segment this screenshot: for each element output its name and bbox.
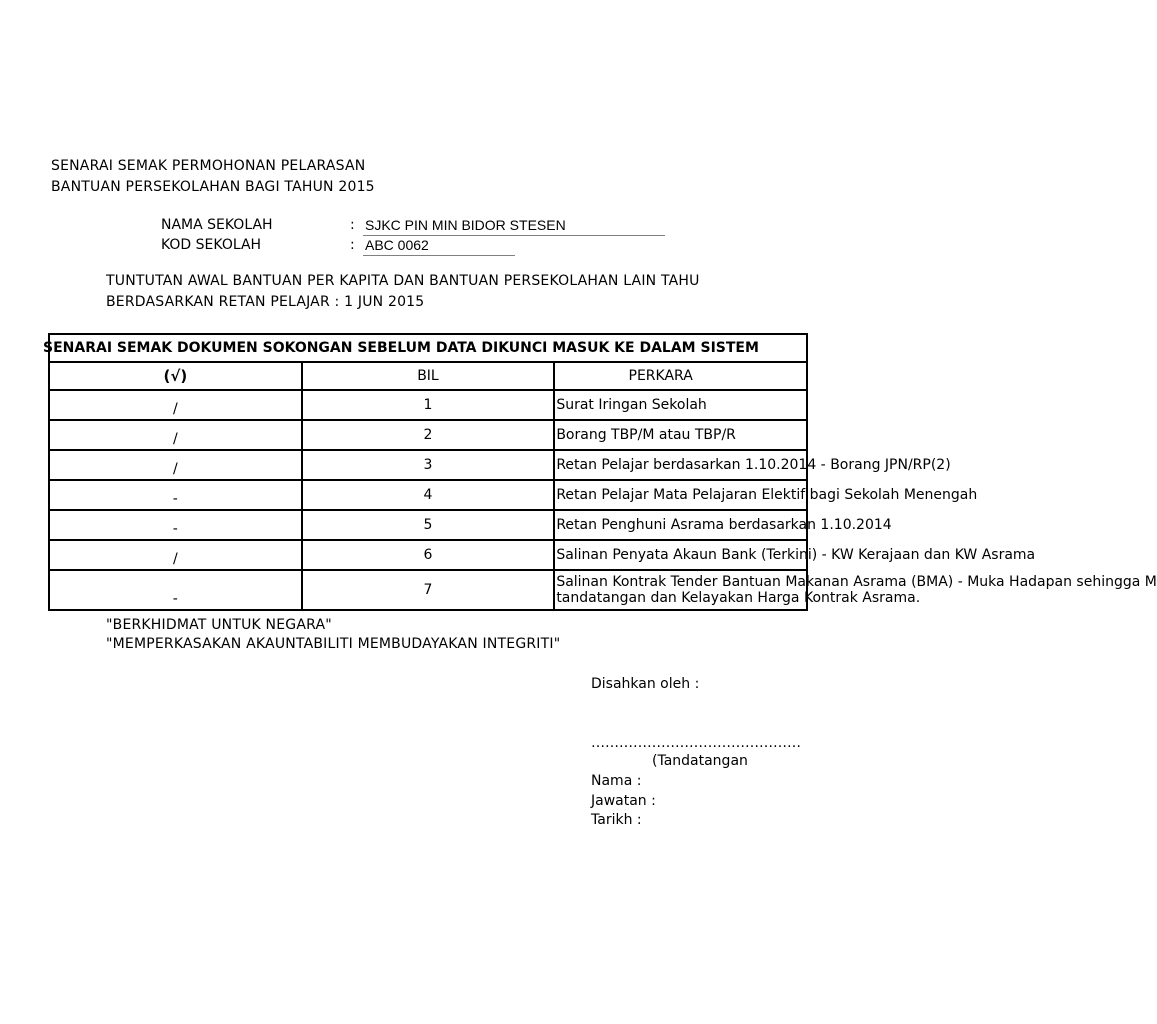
name-label: Nama : bbox=[591, 773, 642, 789]
school-name-label: NAMA SEKOLAH bbox=[161, 217, 273, 233]
motto-line2: "MEMPERKASAKAN AKAUNTABILITI MEMBUDAYAKAN INTEGRITI" bbox=[106, 636, 561, 652]
claim-description-line2: BERDASARKAN RETAN PELAJAR : 1 JUN 2015 bbox=[106, 294, 425, 310]
position-label: Jawatan : bbox=[591, 793, 656, 809]
table-row bbox=[49, 450, 807, 480]
tick-cell: / bbox=[49, 450, 302, 480]
tick-cell: / bbox=[49, 540, 302, 570]
signature-caption: (Tandatangan bbox=[652, 753, 748, 769]
perkara-cell: Retan Pelajar Mata Pelajaran Elektif bagi Sekolah Menengah bbox=[554, 480, 807, 510]
perkara-cell: Retan Penghuni Asrama berdasarkan 1.10.2014 bbox=[554, 510, 807, 540]
table-row bbox=[49, 510, 807, 540]
school-code-value: ABC 0062 bbox=[365, 237, 429, 253]
column-header-perkara: PERKARA bbox=[554, 362, 807, 390]
bil-cell: 2 bbox=[302, 420, 555, 450]
school-code-label: KOD SEKOLAH bbox=[161, 237, 262, 253]
bil-cell: 1 bbox=[302, 390, 555, 420]
perkara-line2: tandatangan dan Kelayakan Harga Kontrak Asrama. bbox=[556, 590, 921, 606]
tick-cell: - bbox=[49, 570, 302, 610]
motto-line1: "BERKHIDMAT UNTUK NEGARA" bbox=[106, 617, 332, 633]
tick-cell: - bbox=[49, 480, 302, 510]
table-row bbox=[49, 570, 807, 610]
school-name-value: SJKC PIN MIN BIDOR STESEN bbox=[365, 217, 566, 233]
bil-cell: 5 bbox=[302, 510, 555, 540]
checklist-title-row bbox=[49, 334, 807, 362]
bil-cell: 6 bbox=[302, 540, 555, 570]
checklist-title bbox=[43, 334, 807, 362]
bil-cell: 4 bbox=[302, 480, 555, 510]
signature-line: ……………………………………… bbox=[591, 735, 801, 751]
claim-description-line1: TUNTUTAN AWAL BANTUAN PER KAPITA DAN BANTUAN PERSEKOLAHAN LAIN TAHU bbox=[106, 273, 700, 289]
tick-cell: - bbox=[49, 510, 302, 540]
school-name-separator: : bbox=[350, 217, 355, 233]
column-header-tick: (√) bbox=[49, 362, 302, 390]
school-name-underline bbox=[363, 235, 665, 236]
tick-cell: / bbox=[49, 420, 302, 450]
table-row bbox=[49, 480, 807, 510]
school-code-separator: : bbox=[350, 237, 355, 253]
date-label: Tarikh : bbox=[591, 812, 642, 828]
column-header-bil: BIL bbox=[302, 362, 555, 390]
perkara-cell bbox=[554, 570, 1157, 610]
perkara-cell: Surat Iringan Sekolah bbox=[554, 390, 807, 420]
tick-cell: / bbox=[49, 390, 302, 420]
table-row bbox=[49, 420, 807, 450]
perkara-cell: Salinan Penyata Akaun Bank (Terkini) - KW Kerajaan dan KW Asrama bbox=[554, 540, 807, 570]
perkara-line1: Salinan Kontrak Tender Bantuan Makanan Asrama (BMA) - Muka Hadapan sehingga M bbox=[556, 574, 1157, 590]
perkara-cell: Retan Pelajar berdasarkan 1.10.2014 - Borang JPN/RP(2) bbox=[554, 450, 807, 480]
bil-cell: 7 bbox=[302, 570, 555, 610]
checklist-header-row bbox=[49, 362, 807, 390]
document-title-line1: SENARAI SEMAK PERMOHONAN PELARASAN bbox=[51, 158, 366, 174]
approved-by-label: Disahkan oleh : bbox=[591, 676, 700, 692]
table-row bbox=[49, 390, 807, 420]
checklist-table-container bbox=[43, 333, 1157, 607]
document-title-line2: BANTUAN PERSEKOLAHAN BAGI TAHUN 2015 bbox=[51, 179, 375, 195]
checklist-title-text: SENARAI SEMAK DOKUMEN SOKONGAN SEBELUM DATA DIKUNCI MASUK KE DALAM SISTEM bbox=[43, 340, 759, 356]
perkara-cell: Borang TBP/M atau TBP/R bbox=[554, 420, 807, 450]
table-row bbox=[49, 540, 807, 570]
bil-cell: 3 bbox=[302, 450, 555, 480]
school-code-underline bbox=[363, 255, 515, 256]
checklist-table bbox=[43, 333, 1157, 611]
